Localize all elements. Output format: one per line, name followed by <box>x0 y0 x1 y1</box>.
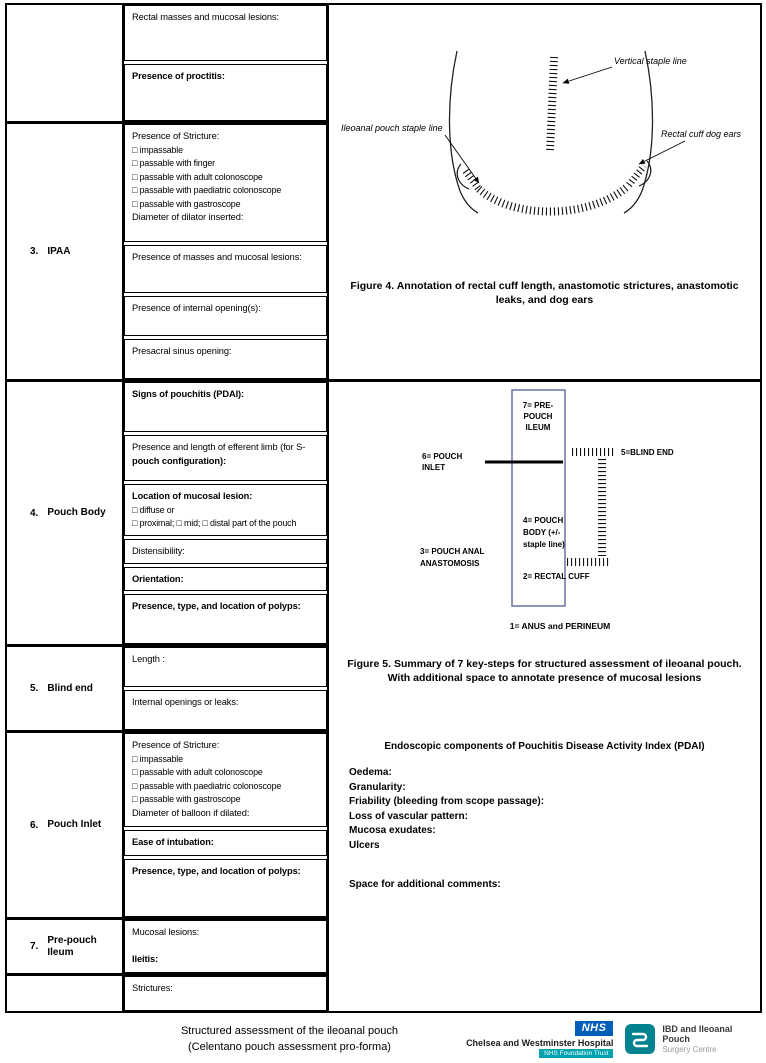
field-cell <box>124 296 327 336</box>
label-pouch-inlet-1: 6= POUCH <box>422 452 463 461</box>
field-label: Mucosal lesions: <box>132 927 200 937</box>
page-footer <box>5 1018 762 1060</box>
label-anastomosis-2: ANASTOMOSIS <box>420 559 480 568</box>
dog-ear-left-outline <box>457 164 469 189</box>
pdai-item-vascular-pattern: Loss of vascular pattern: <box>349 810 468 822</box>
section-name: Pouch Body <box>47 507 106 518</box>
section-fields <box>124 382 327 644</box>
field-cell <box>124 733 327 827</box>
dog-ear-right <box>629 166 644 185</box>
figures-column <box>329 5 760 1011</box>
additional-comments-label: Space for additional comments: <box>349 879 501 890</box>
field-label: Rectal masses and mucosal lesions: <box>132 12 279 22</box>
section-row <box>7 733 327 920</box>
field-cell <box>124 484 327 536</box>
field-cell <box>124 539 327 564</box>
field-label: Diameter of dilator inserted: <box>132 212 244 222</box>
field-label: Presence and length of efferent limb (for S- <box>132 442 306 452</box>
body-outline-right <box>624 51 653 213</box>
pdai-item-oedema: Oedema: <box>349 767 392 778</box>
figure5-diagram <box>333 386 759 636</box>
field-label: Presence of proctitis: <box>132 71 225 81</box>
field-cell <box>124 594 327 644</box>
label-prepouch-ileum-3: ILEUM <box>525 423 551 432</box>
section-fields <box>124 647 327 730</box>
section-label-pouch-body <box>7 382 124 644</box>
label-pouch-inlet-2: INLET <box>422 463 446 472</box>
label-blind-end: 5=BLIND END <box>621 448 674 457</box>
section-fields <box>124 733 327 917</box>
field-label: Presacral sinus opening: <box>132 346 232 356</box>
checkbox-option: □ passable with adult colonoscope <box>132 171 263 182</box>
field-label: Signs of pouchitis (PDAI): <box>132 389 245 399</box>
checkbox-option: □ passable with gastroscope <box>132 198 241 209</box>
document-title-line2: (Celentano pouch assessment pro-forma) <box>187 1041 391 1053</box>
field-cell <box>124 245 327 293</box>
checkbox-option: □ impassable <box>132 144 183 155</box>
hospital-name: Chelsea and Westminster Hospital <box>466 1037 614 1048</box>
label-pouch-body-2: BODY (+/- <box>523 528 561 537</box>
field-label: pouch configuration): <box>132 455 226 466</box>
field-cell <box>124 5 327 61</box>
checkbox-option: □ proximal; □ mid; □ distal part of the pouch <box>132 518 297 528</box>
section-row <box>7 5 327 124</box>
field-cell <box>124 830 327 856</box>
field-cell <box>124 64 327 121</box>
section-row <box>7 976 327 1011</box>
section-number: 5. <box>30 683 39 694</box>
field-label: Ease of intubation: <box>132 837 214 847</box>
field-cell <box>124 920 327 973</box>
ileoanal-staple-label: Ileoanal pouch staple line <box>341 123 443 133</box>
pdai-title: Endoscopic components of Pouchitis Disease Activity Index (PDAI) <box>384 741 705 752</box>
label-prepouch-ileum-2: POUCH <box>523 412 553 421</box>
vertical-staple-label: Vertical staple line <box>614 56 687 66</box>
section-fields <box>124 124 327 379</box>
field-label: Presence of Stricture: <box>132 740 220 750</box>
field-label: Diameter of balloon if dilated: <box>132 807 250 818</box>
field-label: Orientation: <box>132 573 184 584</box>
field-label: Presence, type, and location of polyps: <box>132 866 301 876</box>
field-label: Presence of internal opening(s): <box>132 303 261 313</box>
field-label: Location of mucosal lesion: <box>132 491 253 501</box>
pdai-item-granularity: Granularity: <box>349 781 406 793</box>
section-number: 6. <box>30 819 39 831</box>
field-label: Strictures: <box>132 983 173 993</box>
form-columns <box>7 5 329 1011</box>
section-name: Pre-pouch Ileum <box>47 934 97 958</box>
label-anastomosis-1: 3= POUCH ANAL <box>420 547 485 556</box>
ileoanal-staple-arrow <box>445 135 479 183</box>
figure5-cell <box>329 382 760 1011</box>
section-fields <box>124 5 327 121</box>
vertical-staple-line <box>550 57 554 152</box>
section-number: 4. <box>30 507 39 519</box>
figure4-caption: Figure 4. Annotation of rectal cuff length, anastomotic strictures, anastomotic leaks, and dog ears <box>350 280 739 306</box>
ibd-centre-sub: Surgery Centre <box>662 1045 717 1054</box>
field-cell <box>124 124 327 242</box>
section-name: IPAA <box>47 245 71 257</box>
section-fields <box>124 976 327 1011</box>
field-label <box>132 940 323 954</box>
label-anus-perineum: 1= ANUS and PERINEUM <box>509 621 611 631</box>
field-label: Presence of masses and mucosal lesions: <box>132 252 302 262</box>
checkbox-option: □ passable with paediatric colonoscope <box>132 780 282 791</box>
pdai-items <box>333 766 756 853</box>
field-label: Presence, type, and location of polyps: <box>132 601 301 611</box>
assessment-table <box>5 3 762 1013</box>
field-cell <box>124 567 327 592</box>
vertical-staple-arrow <box>563 67 612 83</box>
section-number: 3. <box>30 246 39 257</box>
field-label: Distensibility: <box>132 546 185 556</box>
field-label: Presence of Stricture: <box>132 131 220 141</box>
field-label: Internal openings or leaks: <box>132 697 239 707</box>
intestine-icon-glyph <box>629 1028 651 1050</box>
section-number: 7. <box>30 941 39 952</box>
field-cell <box>124 976 327 1011</box>
section-row <box>7 124 327 382</box>
section-label-blind-end <box>7 647 124 730</box>
label-prepouch-ileum-1: 7= PRE- <box>522 401 554 410</box>
section-name: Blind end <box>47 682 93 694</box>
field-label: Ileitis: <box>132 954 159 964</box>
ibd-centre-name: IBD and Ileoanal Pouch <box>662 1024 733 1044</box>
field-cell <box>124 647 327 687</box>
dog-ears-arrow <box>639 141 685 164</box>
document-title <box>135 1023 444 1055</box>
body-outline-left <box>449 51 478 213</box>
checkbox-option: □ diffuse or <box>132 504 175 515</box>
section-label-empty <box>7 5 124 121</box>
figure4-drawing <box>333 9 759 249</box>
section-label-pouch-inlet <box>7 733 124 917</box>
field-cell <box>124 435 327 481</box>
trust-name: NHS Foundation Trust <box>539 1049 613 1058</box>
field-cell <box>124 382 327 432</box>
section-row <box>7 382 327 647</box>
section-row <box>7 920 327 976</box>
document-title-line1: Structured assessment of the ileoanal pouch <box>180 1025 399 1037</box>
dog-ears-label: Rectal cuff dog ears <box>661 129 742 139</box>
pdai-item-exudates: Mucosa exudates: <box>349 825 436 836</box>
section-fields <box>124 920 327 973</box>
checkbox-option: □ passable with finger <box>132 158 215 168</box>
section-row <box>7 647 327 733</box>
label-rectal-cuff: 2= RECTAL CUFF <box>523 572 590 581</box>
nhs-logo-lockup <box>462 1021 613 1058</box>
field-cell <box>124 339 327 379</box>
section-label-empty <box>7 976 124 1011</box>
ileoanal-staple-line <box>479 186 628 212</box>
field-label: Length : <box>132 654 165 664</box>
checkbox-option: □ passable with paediatric colonoscope <box>132 185 282 195</box>
label-pouch-body-3: staple line) <box>523 540 565 549</box>
ibd-centre-text <box>662 1024 762 1054</box>
section-label-pre-pouch-ileum <box>7 920 124 973</box>
intestine-icon <box>625 1024 655 1054</box>
section-name: Pouch Inlet <box>47 819 102 830</box>
checkbox-option: □ passable with gastroscope <box>132 794 241 804</box>
section-label-ipaa <box>7 124 124 379</box>
figure5-caption: Figure 5. Summary of 7 key-steps for structured assessment of ileoanal pouch. With additional space to annotate presence of mucosal lesions <box>347 658 742 684</box>
pdai-item-friability: Friability (bleeding from scope passage): <box>349 796 545 807</box>
figure4-cell <box>329 5 760 382</box>
checkbox-option: □ passable with adult colonoscope <box>132 767 263 777</box>
label-pouch-body-1: 4= POUCH <box>523 516 564 525</box>
nhs-logo: NHS <box>575 1021 614 1036</box>
field-cell <box>124 690 327 730</box>
field-cell <box>124 859 327 917</box>
checkbox-option: □ impassable <box>132 753 183 764</box>
pdai-item-ulcers: Ulcers <box>349 839 380 851</box>
ibd-logo-lockup <box>625 1024 762 1054</box>
